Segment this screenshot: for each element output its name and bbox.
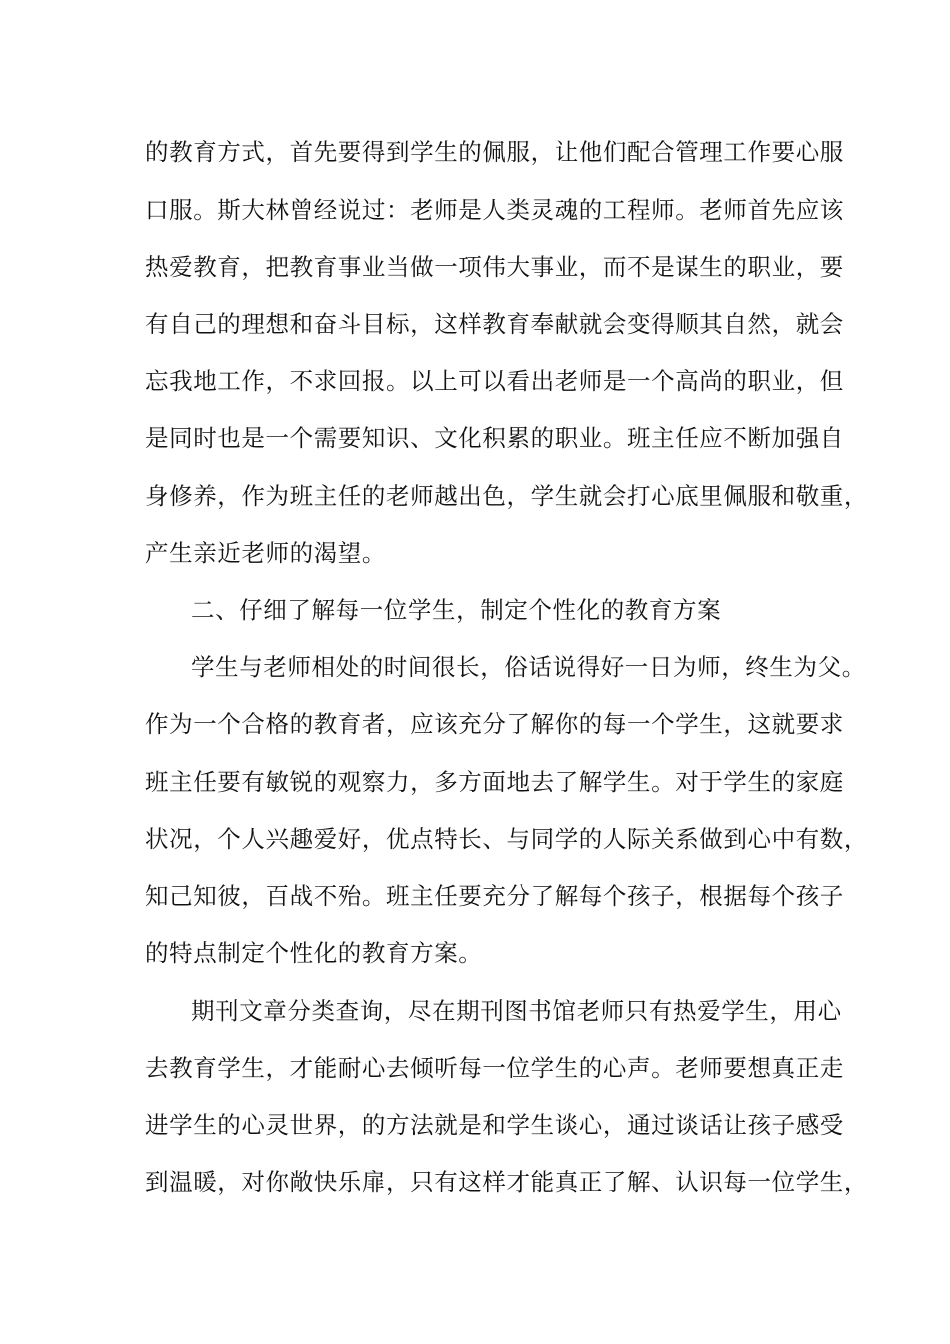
paragraph-3-line-5: 知己知彼，百战不殆。班主任要充分了解每个孩子，根据每个孩子: [145, 882, 844, 910]
paragraph-1-line-2: 口服。斯大林曾经说过：老师是人类灵魂的工程师。老师首先应该: [145, 196, 844, 224]
paragraph-4-line-4: 到温暖，对你敞快乐扉，只有这样才能真正了解、认识每一位学生，: [145, 1168, 868, 1196]
paragraph-1-line-1: 的教育方式，首先要得到学生的佩服，让他们配合管理工作要心服: [145, 138, 844, 166]
paragraph-1-line-8: 产生亲近老师的渴望。: [145, 539, 386, 567]
paragraph-4-line-2: 去教育学生，才能耐心去倾听每一位学生的心声。老师要想真正走: [145, 1054, 844, 1082]
paragraph-4-line-3: 进学生的心灵世界，的方法就是和学生谈心，通过谈话让孩子感受: [145, 1111, 844, 1139]
paragraph-1-line-4: 有自己的理想和奋斗目标，这样教育奉献就会变得顺其自然，就会: [145, 310, 844, 338]
paragraph-1-line-5: 忘我地工作，不求回报。以上可以看出老师是一个高尚的职业，但: [145, 367, 844, 395]
paragraph-1-line-6: 是同时也是一个需要知识、文化积累的职业。班主任应不断加强自: [145, 424, 844, 452]
paragraph-3-line-2: 作为一个合格的教育者，应该充分了解你的每一个学生，这就要求: [145, 710, 844, 738]
paragraph-1-line-3: 热爱教育，把教育事业当做一项伟大事业，而不是谋生的职业，要: [145, 253, 844, 281]
paragraph-1-line-7: 身修养，作为班主任的老师越出色，学生就会打心底里佩服和敬重，: [145, 482, 868, 510]
paragraph-3-line-6: 的特点制定个性化的教育方案。: [145, 939, 483, 967]
paragraph-4-line-1: 期刊文章分类查询，尽在期刊图书馆老师只有热爱学生，用心: [191, 997, 842, 1025]
section-heading: 二、仔细了解每一位学生，制定个性化的教育方案: [191, 596, 722, 624]
paragraph-3-line-1: 学生与老师相处的时间很长，俗话说得好一日为师，终生为父。: [191, 653, 866, 681]
paragraph-3-line-4: 状况，个人兴趣爱好，优点特长、与同学的人际关系做到心中有数，: [145, 825, 868, 853]
paragraph-3-line-3: 班主任要有敏锐的观察力，多方面地去了解学生。对于学生的家庭: [145, 768, 844, 796]
